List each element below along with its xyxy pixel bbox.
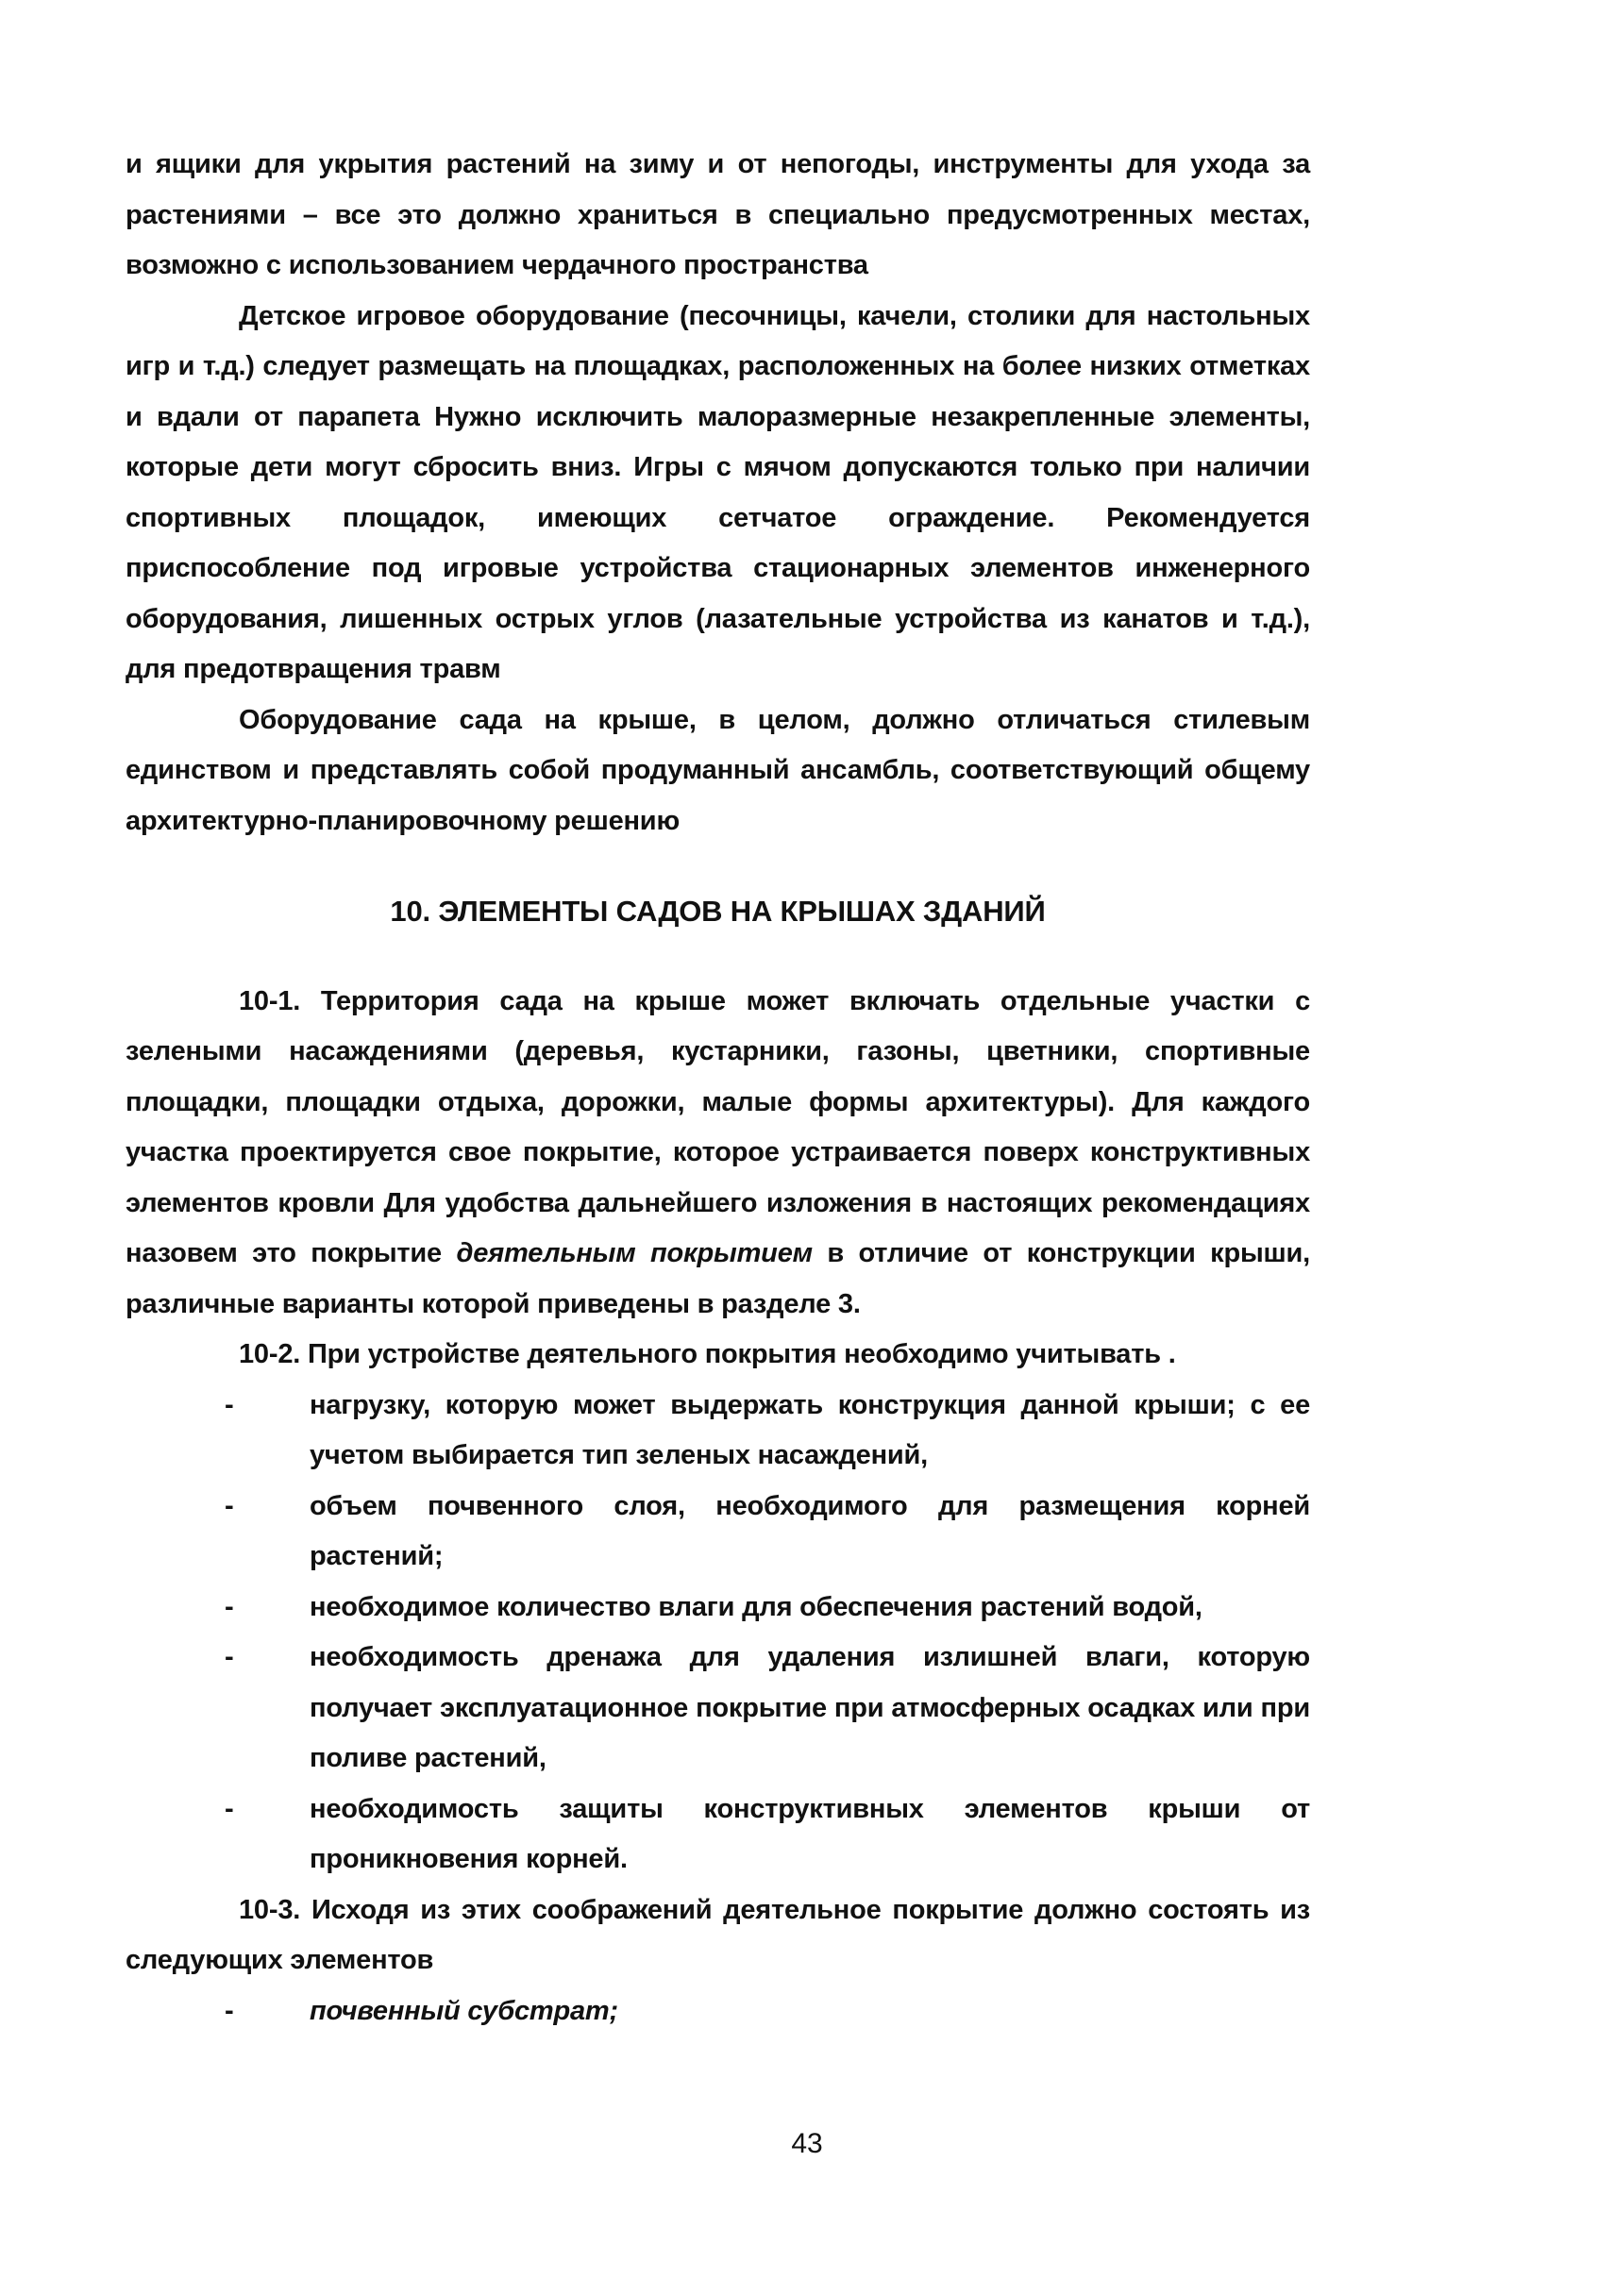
list-dash: - <box>225 1793 234 1824</box>
section-10-2-number: 10-2. <box>239 1339 301 1369</box>
list-item-text: объем почвенного слоя, необходимого для размещения корней растений; <box>310 1490 1310 1571</box>
paragraph-storage: и ящики для укрытия растений на зиму и от непогоды, инструменты для ухода за растениями – все это должно храниться в специально предусмотренных местах, возможно с использованием чердачного пространства <box>126 149 1310 280</box>
list-item <box>126 1986 1310 2037</box>
section-10-1-number: 10-1. <box>239 985 301 1016</box>
section-10-1-term: деятельным покрытием <box>456 1238 813 1268</box>
list-item-text: нагрузку, которую может выдержать конструкция данной крыши; с ее учетом выбирается тип зеленых насаждений, <box>310 1389 1310 1470</box>
section-10-2-text: При устройстве деятельного покрытия необходимо учитывать . <box>307 1339 1176 1369</box>
section-10-2 <box>126 1330 1310 1381</box>
list-dash: - <box>225 1995 234 2026</box>
paragraph-playground: Детское игровое оборудование (песочницы, качели, столики для настольных игр и т.д.) следует размещать на площадках, расположенных на более низких отметках и вдали от парапета Нужно исключить малоразмерные незакрепленные элементы, которые дети могут сбросить вниз. Игры с мячом допускаются только при наличии спортивных площадок, имеющих сетчатое ограждение. Рекомендуется приспособление под игровые устройства стационарных элементов инженерного оборудования, лишенных острых углов (лазательные устройства из канатов и т.д.), для предотвращения травм <box>126 300 1310 684</box>
list-item <box>126 1633 1310 1785</box>
page-number: 43 <box>791 2128 823 2159</box>
section-10-3-number: 10-3. <box>239 1894 301 1925</box>
document-page <box>126 140 1310 2036</box>
list-dash: - <box>225 1591 234 1622</box>
section-10-3-text: Исходя из этих соображений деятельное покрытие должно состоять из следующих элементов <box>126 1894 1311 1975</box>
list-dash: - <box>225 1389 234 1420</box>
section-10-1 <box>126 977 1310 1331</box>
paragraph-equipment-style: Оборудование сада на крыше, в целом, должно отличаться стилевым единством и представлять собой продуманный ансамбль, соответствующий общему архитектурно-планировочному решению <box>126 704 1310 836</box>
section-heading: 10. ЭЛЕМЕНТЫ САДОВ НА КРЫШАХ ЗДАНИЙ <box>390 895 1046 928</box>
list-dash: - <box>225 1642 234 1672</box>
list-item <box>126 1482 1310 1583</box>
list-item <box>126 1785 1310 1885</box>
list-item-text: необходимость дренажа для удаления излишней влаги, которую получает эксплуатационное покрытие при атмосферных осадках или при поливе растений, <box>310 1642 1310 1773</box>
list-item-text: необходимость защиты конструктивных элементов крыши от проникновения корней. <box>310 1793 1310 1874</box>
list-dash: - <box>225 1490 234 1521</box>
list-item-text: почвенный субстрат; <box>310 1995 618 2026</box>
list-item <box>126 1583 1310 1634</box>
section-10-1-text-a: Территория сада на крыше может включать отдельные участки с зелеными насаждениями (деревья, кустарники, газоны, цветники, спортивные площадки, площадки отдыха, дорожки, малые формы архитектуры). Для каждого участка проектируется свое покрытие, которое устраивается поверх конструктивных элементов кровли Для удобства дальнейшего изложения в настоящих рекомендациях назовем это покрытие <box>126 985 1310 1268</box>
section-10-1-text-b: в отличие от конструкции крыши, различные варианты которой приведены в разделе 3. <box>126 1238 1311 1319</box>
section-10-3 <box>126 1885 1310 1986</box>
list-item <box>126 1381 1310 1482</box>
list-item-text: необходимое количество влаги для обеспечения растений водой, <box>310 1591 1202 1622</box>
